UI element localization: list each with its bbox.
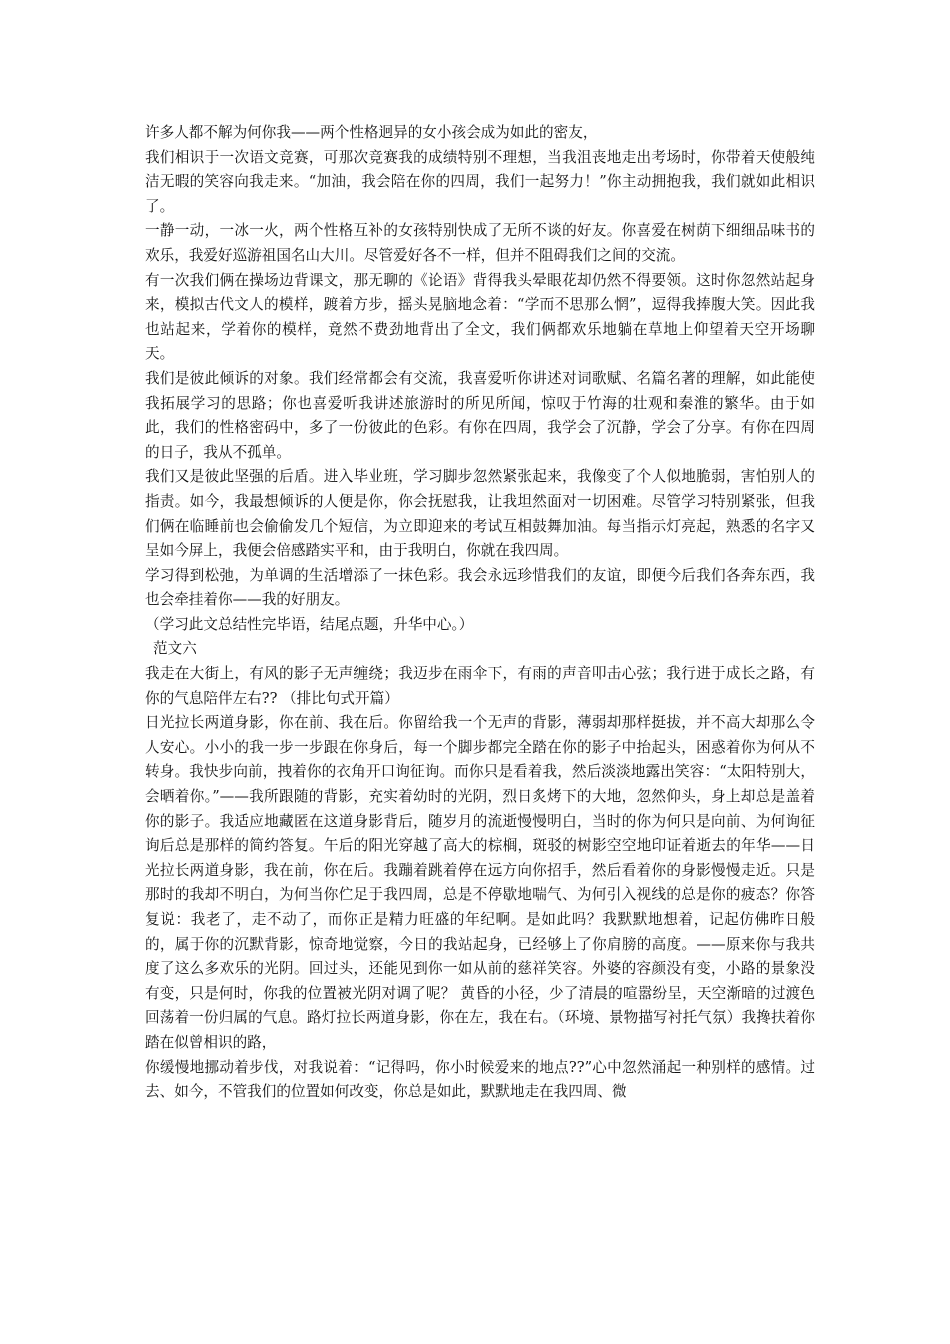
paragraph-8: 我走在大街上，有风的影子无声缠绕；我迈步在雨伞下，有雨的声音叩击心弦；我行进于成长之路，有你的气息陪伴左右?? （排比句式开篇）	[145, 665, 815, 707]
paragraph-3: 一静一动，一冰一火，两个性格互补的女孩特别快成了无所不谈的好友。你喜爱在树荫下细细品味书的欢乐，我爱好巡游祖国名山大川。尽管爱好各不一样，但并不阻碍我们之间的交流。	[145, 222, 815, 264]
paragraph-7: 学习得到松弛，为单调的生活增添了一抹色彩。我会永远珍惜我们的友谊，即便今后我们各奔东西，我也会牵挂着你——我的好朋友。	[145, 566, 815, 609]
paragraph-2: 我们相识于一次语文竞赛，可那次竞赛我的成绩特别不理想，当我沮丧地走出考场时，你带着天使般纯洁无暇的笑容向我走来。“加油，我会陪在你的四周，我们一起努力！”你主动拥抱我，我们就如此相识了。	[145, 148, 815, 215]
paragraph-10: 你缓慢地挪动着步伐，对我说着：“记得吗，你小时候爱来的地点??”心中忽然涌起一种别样的感情。过去、如今，不管我们的位置如何改变，你总是如此，默默地走在我四周、微	[145, 1058, 815, 1101]
document-page	[145, 121, 815, 1105]
paragraph-9: 日光拉长两道身影，你在前、我在后。你留给我一个无声的背影，薄弱却那样挺拔，并不高大却那么令人安心。小小的我一步一步跟在你身后，每一个脚步都完全踏在你的影子中抬起头，困惑着你为何从不转身。我快步向前，拽着你的衣角开口询征询。而你只是看着我，然后淡淡地露出笑容：“太阳特别大，会晒着你。”——我所跟随的背影，充实着幼时的光阴，烈日炙烤下的大地，忽然仰头，身上却总是盖着你的影子。我适应地藏匿在这道身影背后，随岁月的流逝慢慢明白，当时的你为何只是向前、为何询征询后总是那样的简约答复。午后的阳光穿越了高大的棕榈，斑驳的树影空空地印证着逝去的年华——日光拉长两道身影，我在前，你在后。我蹦着跳着停在远方向你招手，然后看着你的身影慢慢走近。只是那时的我却不明白，为何当你伫足于我四周，总是不停歇地喘气、为何引入视线的总是你的疲态？你答复说：我老了，走不动了，而你正是精力旺盛的年纪啊。是如此吗？我默默地想着，记起仿佛昨日般的，属于你的沉默背影，惊奇地觉察，今日的我站起身，已经够上了你肩膀的高度。——原来你与我共度了这么多欢乐的光阴。回过头，还能见到你一如从前的慈祥笑容。外婆的容颜没有变，小路的景象没有变，只是何时，你我的位置被光阴对调了呢？ 黄昏的小径，少了清晨的喧嚣纷呈，天空渐暗的过渡色回荡着一份归属的气息。路灯拉长两道身影，你在左，我在右。（环境、景物描写衬托气氛）我搀扶着你踏在似曾相识的路，	[145, 714, 815, 1051]
paragraph-1: 许多人都不解为何你我——两个性格迥异的女小孩会成为如此的密友，	[145, 124, 598, 141]
paragraph-4: 有一次我们俩在操场边背课文，那无聊的《论语》背得我头晕眼花却仍然不得要领。这时你忽然站起身来，模拟古代文人的模样，踱着方步，摇头晃脑地念着：“学而不思那么惘”，逗得我捧腹大笑。因此我也站起来，学着你的模样，竟然不费劲地背出了全文，我们俩都欢乐地躺在草地上仰望着天空开场聊天。	[145, 271, 815, 363]
paragraph-5: 我们是彼此倾诉的对象。我们经常都会有交流，我喜爱听你讲述对词歌赋、名篇名著的理解，如此能使我拓展学习的思路；你也喜爱听我讲述旅游时的所见所闻，惊叹于竹海的壮观和秦淮的繁华。由于如此，我们的性格密码中，多了一份彼此的色彩。有你在四周，我学会了沉静，学会了分享。有你在四周的日子，我从不孤单。	[145, 369, 815, 461]
paragraph-6: 我们又是彼此坚强的后盾。进入毕业班，学习脚步忽然紧张起来，我像变了个人似地脆弱，害怕别人的指责。如今，我最想倾诉的人便是你，你会抚慰我，让我坦然面对一切困难。尽管学习特别紧张，但我们俩在临睡前也会偷偷发几个短信，为立即迎来的考试互相鼓舞加油。每当指示灯亮起，熟悉的名字又呈如今屏上，我便会倍感踏实平和，由于我明白，你就在我四周。	[145, 468, 815, 560]
editor-note: （学习此文总结性完毕语，结尾点题，升华中心。）	[145, 615, 474, 633]
section-title: 范文六	[153, 640, 197, 658]
